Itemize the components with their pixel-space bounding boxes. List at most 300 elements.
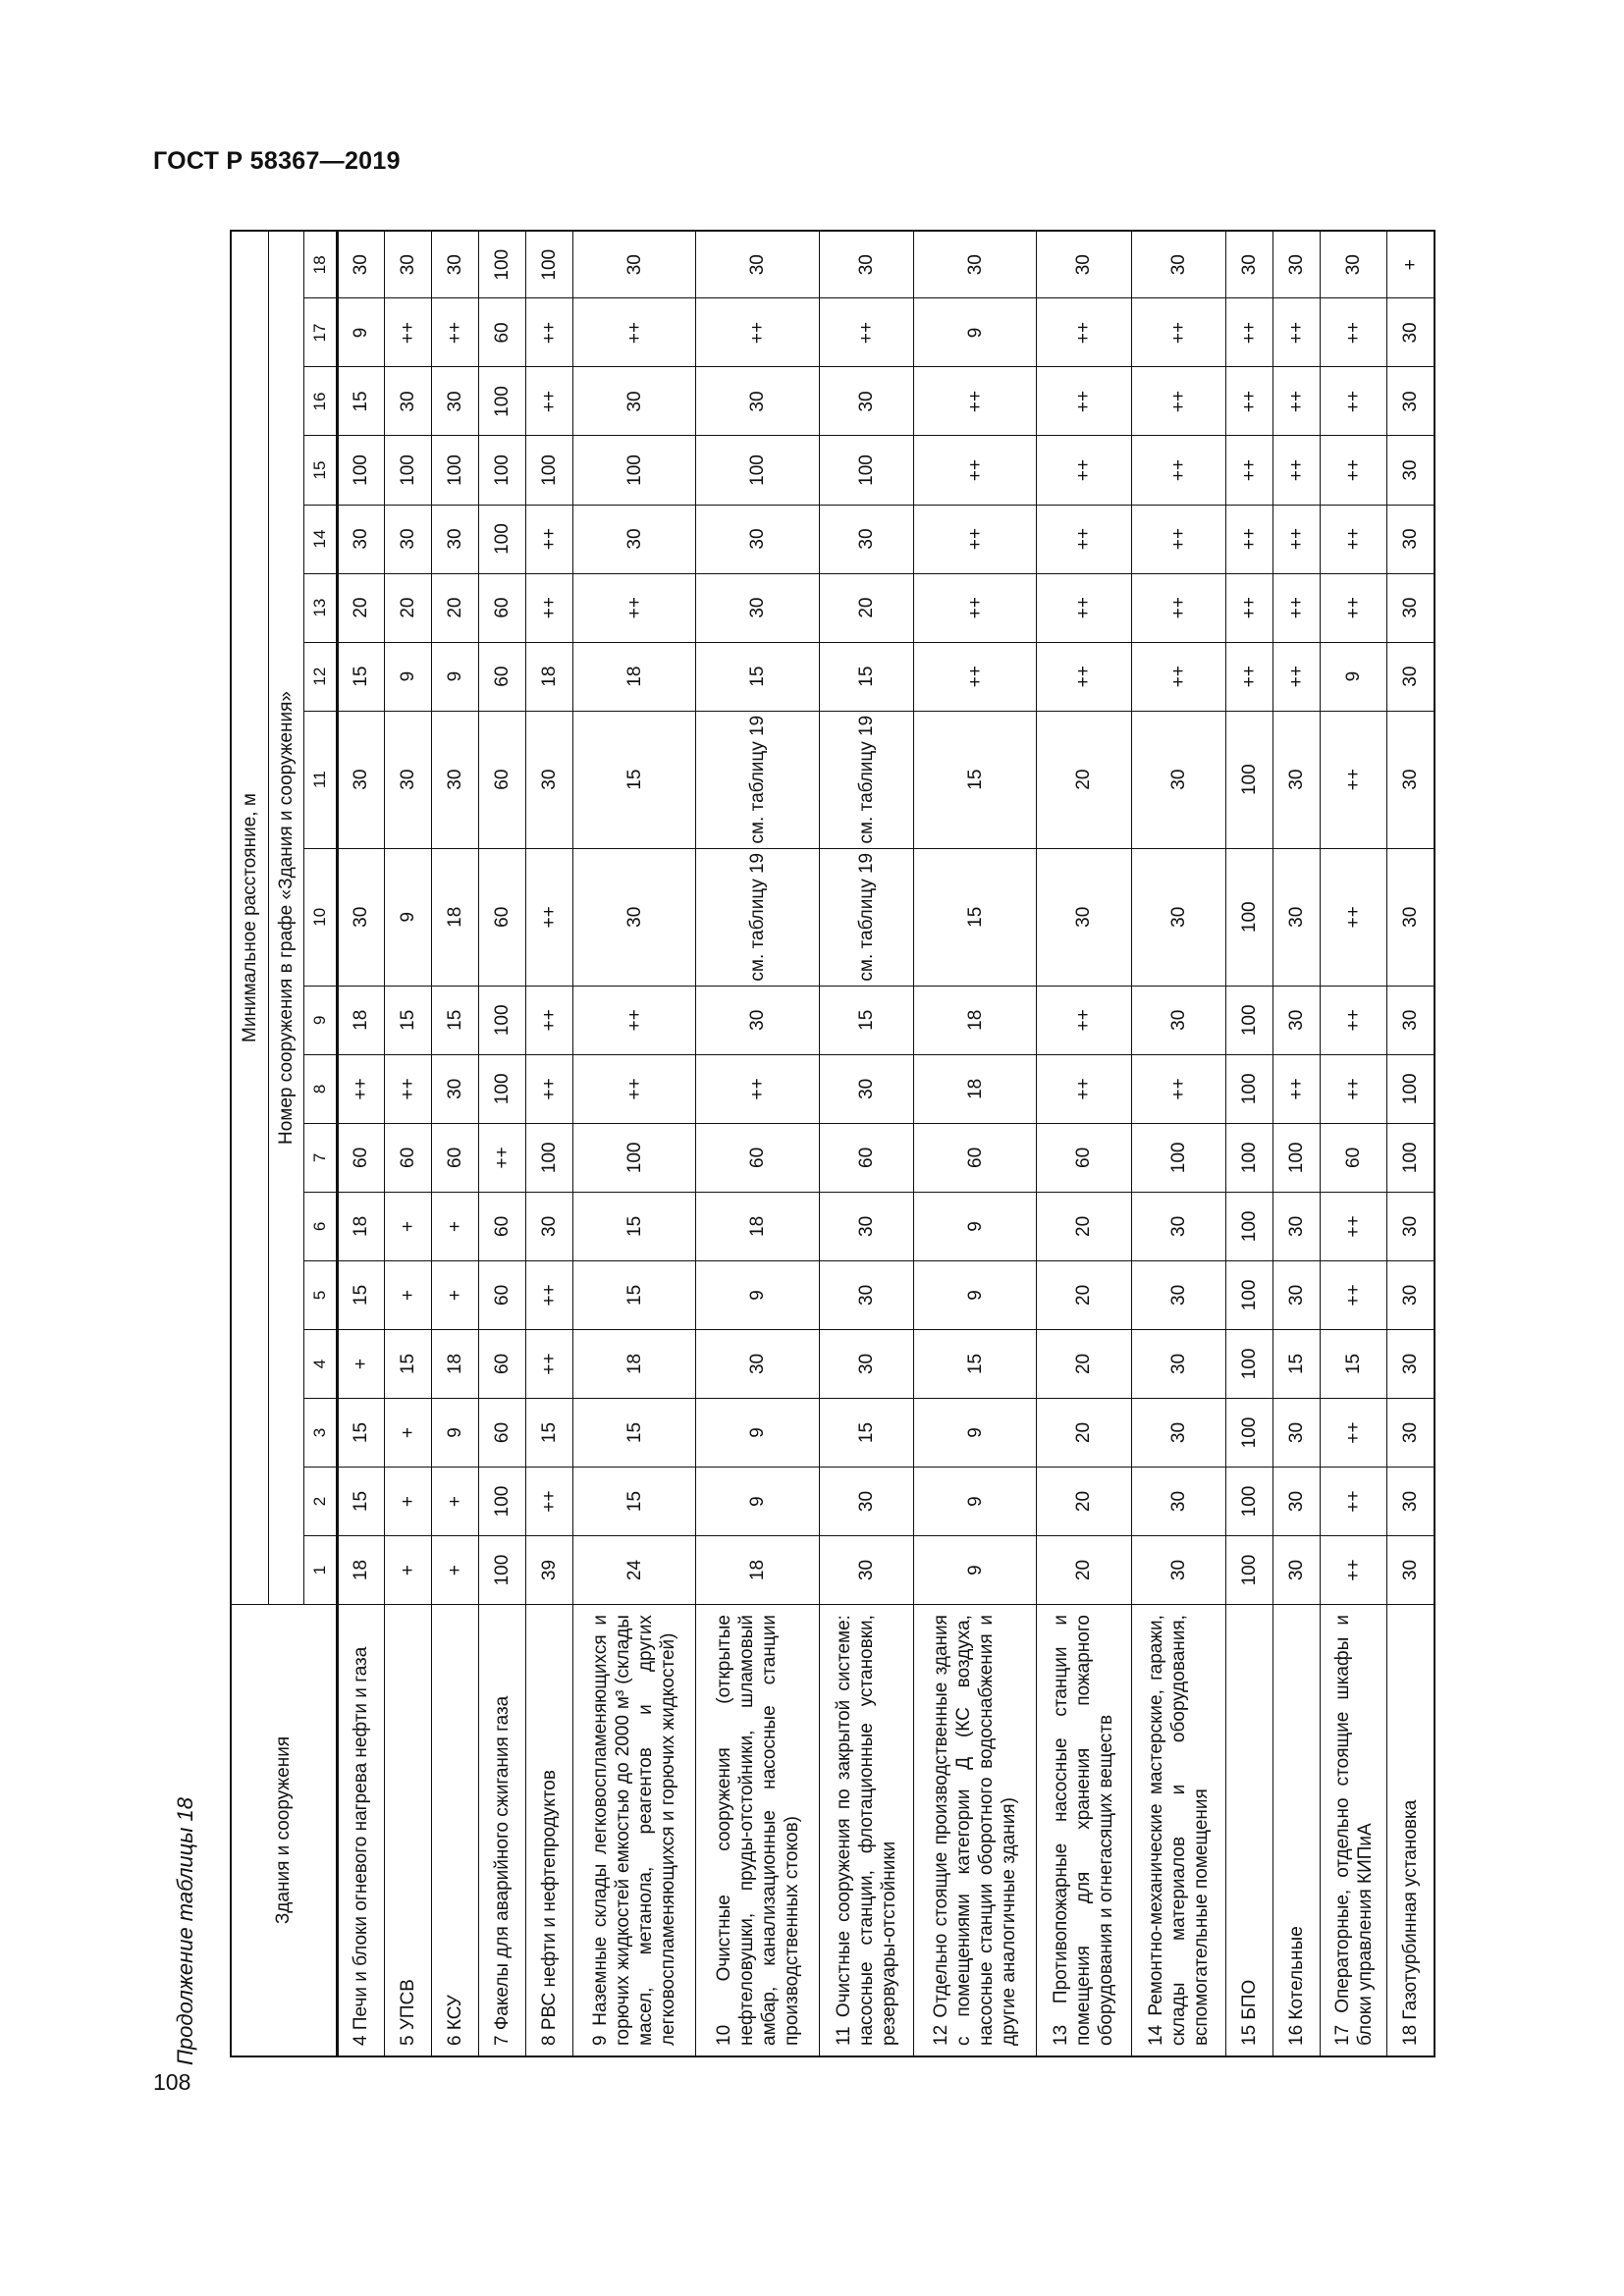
page-number: 108 xyxy=(153,2069,191,2095)
row-name: 13 Противопожарные насосные станции и помещения для хранения пожарного оборудования и огнегасящих веществ xyxy=(1037,1605,1131,2056)
distance-cell: 30 xyxy=(337,505,384,573)
distance-cell: 9 xyxy=(696,1398,819,1467)
column-number: 8 xyxy=(303,1054,337,1123)
table-row xyxy=(384,231,431,2056)
distance-cell: 30 xyxy=(1387,642,1435,711)
distance-cell: 30 xyxy=(1272,231,1320,298)
table-row xyxy=(696,231,819,2056)
distance-cell: ++ xyxy=(525,986,572,1054)
distance-cell: ++ xyxy=(431,298,478,367)
table-row xyxy=(1320,231,1386,2056)
distance-cell: 60 xyxy=(431,1123,478,1192)
distance-cell: 15 xyxy=(337,1398,384,1467)
distance-cell: ++ xyxy=(1320,1260,1386,1329)
distance-cell: ++ xyxy=(1037,505,1131,573)
distance-cell: 18 xyxy=(337,986,384,1054)
distance-cell: 30 xyxy=(525,711,572,848)
distance-cell: ++ xyxy=(1037,642,1131,711)
distance-cell: + xyxy=(384,1260,431,1329)
distance-cell: ++ xyxy=(1225,642,1272,711)
distance-cell: 30 xyxy=(819,1468,913,1536)
distance-cell: 30 xyxy=(1387,505,1435,573)
distance-cell: 30 xyxy=(1387,986,1435,1054)
distance-cell: 20 xyxy=(431,573,478,642)
table-row xyxy=(431,231,478,2056)
distance-cell: 60 xyxy=(478,711,525,848)
distance-cell: + xyxy=(337,1329,384,1398)
distance-cell: 15 xyxy=(337,642,384,711)
distance-cell: 30 xyxy=(1272,986,1320,1054)
distance-cell: 18 xyxy=(573,642,696,711)
distance-cell: 60 xyxy=(913,1123,1036,1192)
distance-cell: 30 xyxy=(1131,1398,1225,1467)
distance-cell: 100 xyxy=(478,505,525,573)
row-name: 17 Операторные, отдельно стоящие шкафы и блоки управления КИПиА xyxy=(1320,1605,1386,2056)
distance-cell: ++ xyxy=(478,1123,525,1192)
distance-cell: 18 xyxy=(913,1054,1036,1123)
distance-cell: 18 xyxy=(696,1536,819,1605)
distance-cell: ++ xyxy=(1320,1536,1386,1605)
distance-cell: + xyxy=(384,1468,431,1536)
distance-cell: ++ xyxy=(337,1054,384,1123)
distance-cell: 100 xyxy=(337,436,384,505)
distance-cell: ++ xyxy=(1037,986,1131,1054)
distance-cell: ++ xyxy=(1320,367,1386,436)
distance-cell: 15 xyxy=(384,986,431,1054)
distance-cell: ++ xyxy=(913,436,1036,505)
distance-cell: 15 xyxy=(819,642,913,711)
distance-cell: ++ xyxy=(1272,436,1320,505)
distance-cell: 30 xyxy=(819,1054,913,1123)
table-body xyxy=(337,231,1435,2056)
distance-cell: 100 xyxy=(1225,1398,1272,1467)
distance-cell: 100 xyxy=(1225,711,1272,848)
distance-cell: 100 xyxy=(1225,848,1272,986)
distance-cell: 60 xyxy=(1037,1123,1131,1192)
distance-cell: 30 xyxy=(573,848,696,986)
distance-cell: 30 xyxy=(1387,1398,1435,1467)
distance-cell: ++ xyxy=(1225,505,1272,573)
distance-cell: 100 xyxy=(478,367,525,436)
distance-cell: 30 xyxy=(1037,231,1131,298)
distance-cell: + xyxy=(431,1260,478,1329)
distance-cell: ++ xyxy=(1131,1054,1225,1123)
distance-cell: ++ xyxy=(384,298,431,367)
distance-cell: 100 xyxy=(1225,1192,1272,1260)
distance-cell: 20 xyxy=(1037,1468,1131,1536)
distance-cell: 30 xyxy=(696,367,819,436)
distance-cell: 9 xyxy=(913,1468,1036,1536)
distance-cell: 30 xyxy=(337,231,384,298)
distance-cell: 9 xyxy=(337,298,384,367)
distance-cell: 60 xyxy=(478,298,525,367)
distance-cell: + xyxy=(384,1536,431,1605)
distance-cell: 30 xyxy=(1387,1192,1435,1260)
table-row xyxy=(1037,231,1131,2056)
distance-cell: + xyxy=(384,1398,431,1467)
distance-cell: 100 xyxy=(525,231,572,298)
distance-cell: 15 xyxy=(819,986,913,1054)
distance-cell: 18 xyxy=(573,1329,696,1398)
distance-cell: 100 xyxy=(1225,1536,1272,1605)
distance-cell: 30 xyxy=(384,711,431,848)
distance-cell: 30 xyxy=(1225,231,1272,298)
distance-cell: 15 xyxy=(337,1260,384,1329)
distance-cell: ++ xyxy=(525,505,572,573)
distance-cell: ++ xyxy=(525,573,572,642)
distance-cell: 9 xyxy=(431,1398,478,1467)
distance-cell: 20 xyxy=(1037,1329,1131,1398)
distance-cell: 30 xyxy=(1131,231,1225,298)
distance-cell: 30 xyxy=(337,711,384,848)
distance-cell: 15 xyxy=(573,711,696,848)
distance-cell: 9 xyxy=(431,642,478,711)
distance-cell: + xyxy=(384,1192,431,1260)
table-row xyxy=(478,231,525,2056)
distance-cell: 18 xyxy=(913,986,1036,1054)
distance-cell: ++ xyxy=(525,298,572,367)
table-row xyxy=(573,231,696,2056)
distance-cell: ++ xyxy=(525,1054,572,1123)
distance-cell: 60 xyxy=(478,1192,525,1260)
distance-cell: 30 xyxy=(1272,711,1320,848)
column-number: 11 xyxy=(303,711,337,848)
distance-cell: 30 xyxy=(819,1329,913,1398)
distance-cell: 30 xyxy=(1272,1260,1320,1329)
distance-cell: 30 xyxy=(1387,711,1435,848)
distance-cell: 15 xyxy=(573,1468,696,1536)
distance-cell: 18 xyxy=(696,1192,819,1260)
distance-cell: 30 xyxy=(1272,1536,1320,1605)
distance-cell: 30 xyxy=(1131,1260,1225,1329)
table-row xyxy=(819,231,913,2056)
distance-cell: 60 xyxy=(478,848,525,986)
distance-cell: 30 xyxy=(819,231,913,298)
distance-cell: ++ xyxy=(696,298,819,367)
distance-cell: 100 xyxy=(384,436,431,505)
distance-cell: ++ xyxy=(1131,505,1225,573)
distance-cell: ++ xyxy=(525,367,572,436)
distance-cell: 30 xyxy=(1272,848,1320,986)
column-number: 14 xyxy=(303,505,337,573)
distance-cell: 60 xyxy=(478,1260,525,1329)
distance-cell: ++ xyxy=(1320,505,1386,573)
row-name: 7 Факелы для аварийного сжигания газа xyxy=(478,1605,525,2056)
distance-cell: 20 xyxy=(1037,711,1131,848)
distance-cell: 100 xyxy=(478,231,525,298)
distance-cell: 30 xyxy=(819,505,913,573)
distance-cell: 30 xyxy=(573,505,696,573)
distance-cell: 30 xyxy=(1387,848,1435,986)
distance-cell: 30 xyxy=(431,1054,478,1123)
distance-cell: 30 xyxy=(431,505,478,573)
distance-cell: 15 xyxy=(384,1329,431,1398)
distance-cell: 60 xyxy=(819,1123,913,1192)
distance-cell: 9 xyxy=(696,1468,819,1536)
distance-cell: ++ xyxy=(1320,1054,1386,1123)
distance-cell: 30 xyxy=(913,231,1036,298)
row-name: 11 Очистные сооружения по закрытой системе: насосные станции, флотационные установки, резервуары-отстойники xyxy=(819,1605,913,2056)
distance-cell: ++ xyxy=(1272,1054,1320,1123)
distance-cell: ++ xyxy=(1225,436,1272,505)
distance-cell: 100 xyxy=(1387,1054,1435,1123)
distance-cell: 20 xyxy=(1037,1260,1131,1329)
distance-cell: ++ xyxy=(913,573,1036,642)
distance-cell: 30 xyxy=(1131,986,1225,1054)
column-number: 18 xyxy=(303,231,337,298)
distance-cell: 30 xyxy=(1387,1329,1435,1398)
distance-cell: ++ xyxy=(1272,505,1320,573)
group-header: Минимальное расстояние, м xyxy=(231,231,268,1605)
distance-cell: 100 xyxy=(478,436,525,505)
column-number: 13 xyxy=(303,573,337,642)
distance-cell: 30 xyxy=(1131,1192,1225,1260)
distance-cell: 15 xyxy=(696,642,819,711)
distance-cell: 30 xyxy=(384,505,431,573)
distance-cell: 30 xyxy=(696,231,819,298)
distance-cell: 30 xyxy=(1272,1398,1320,1467)
row-name: 18 Газотурбинная установка xyxy=(1387,1605,1435,2056)
distance-cell: 30 xyxy=(1037,848,1131,986)
distance-cell: 15 xyxy=(573,1260,696,1329)
column-number: 2 xyxy=(303,1468,337,1536)
distance-cell: 30 xyxy=(696,505,819,573)
column-number: 12 xyxy=(303,642,337,711)
distance-cell: 100 xyxy=(1225,1329,1272,1398)
distance-cell: ++ xyxy=(819,298,913,367)
distance-cell: 30 xyxy=(431,367,478,436)
column-number: 6 xyxy=(303,1192,337,1260)
distance-cell: 60 xyxy=(696,1123,819,1192)
distance-cell: 15 xyxy=(337,367,384,436)
distance-cell: ++ xyxy=(1131,367,1225,436)
first-column-header: Здания и сооружения xyxy=(231,1605,337,2056)
distance-cell: 100 xyxy=(1225,986,1272,1054)
distance-cell: 30 xyxy=(1131,1468,1225,1536)
distance-cell: 30 xyxy=(1387,573,1435,642)
distance-cell: 100 xyxy=(1225,1468,1272,1536)
row-name: 5 УПСВ xyxy=(384,1605,431,2056)
rotated-table-container xyxy=(230,230,1435,2057)
table-row xyxy=(1387,231,1435,2056)
distance-cell: 100 xyxy=(1225,1054,1272,1123)
distance-cell: 30 xyxy=(1387,367,1435,436)
distance-cell: ++ xyxy=(1320,1192,1386,1260)
distance-cell: 30 xyxy=(1387,1536,1435,1605)
distance-cell: 30 xyxy=(819,367,913,436)
distance-cell: 18 xyxy=(337,1192,384,1260)
distance-cell: 30 xyxy=(1387,1260,1435,1329)
table-row xyxy=(1272,231,1320,2056)
distance-cell: ++ xyxy=(1131,573,1225,642)
distance-cell: 9 xyxy=(384,848,431,986)
distance-cell: 15 xyxy=(573,1398,696,1467)
distance-cell: 60 xyxy=(478,1398,525,1467)
distance-cell: 60 xyxy=(478,1329,525,1398)
distance-cell: 30 xyxy=(573,231,696,298)
distance-cell: 15 xyxy=(573,1192,696,1260)
distance-cell: 100 xyxy=(478,986,525,1054)
distance-cell: 15 xyxy=(1320,1329,1386,1398)
distance-cell: 18 xyxy=(525,642,572,711)
column-number: 16 xyxy=(303,367,337,436)
distance-cell: 30 xyxy=(384,231,431,298)
distance-cell: 9 xyxy=(384,642,431,711)
distance-cell: ++ xyxy=(573,986,696,1054)
distance-cell: 100 xyxy=(696,436,819,505)
distance-cell: ++ xyxy=(1272,298,1320,367)
distance-cell: 20 xyxy=(384,573,431,642)
column-number: 3 xyxy=(303,1398,337,1467)
distance-cell: 18 xyxy=(431,848,478,986)
distance-cell: ++ xyxy=(1272,573,1320,642)
distance-cell: ++ xyxy=(1037,573,1131,642)
row-name: 14 Ремонтно-механические мастерские, гаражи, склады материалов и оборудования, вспомогательные помещения xyxy=(1131,1605,1225,2056)
distance-cell: ++ xyxy=(1225,367,1272,436)
distance-cell: ++ xyxy=(1320,298,1386,367)
distance-cell: 20 xyxy=(337,573,384,642)
distance-cell: 15 xyxy=(1272,1329,1320,1398)
distance-cell: 100 xyxy=(1387,1123,1435,1192)
distance-cell: 30 xyxy=(1387,1468,1435,1536)
table-caption: Продолжение таблицы 18 xyxy=(173,1797,197,2065)
distance-cell: + xyxy=(431,1468,478,1536)
distance-cell: ++ xyxy=(525,1260,572,1329)
distance-cell: 100 xyxy=(1131,1123,1225,1192)
row-name: 15 БПО xyxy=(1225,1605,1272,2056)
distance-cell: 30 xyxy=(696,986,819,1054)
column-number: 1 xyxy=(303,1536,337,1605)
row-name: 10 Очистные сооружения (открытые нефтеловушки, пруды-отстойники, шламовый амбар, канализационные насосные станции производственных стоков) xyxy=(696,1605,819,2056)
distance-cell: 30 xyxy=(431,231,478,298)
distance-cell: 24 xyxy=(573,1536,696,1605)
column-number: 9 xyxy=(303,986,337,1054)
distance-cell: 60 xyxy=(1320,1123,1386,1192)
distance-cell: 30 xyxy=(384,367,431,436)
distance-cell: см. таблицу 19 xyxy=(696,848,819,986)
column-number: 15 xyxy=(303,436,337,505)
row-name: 9 Наземные склады легковоспламеняющихся и горючих жидкостей емкостью до 2000 м³ (склады масел, метанола, реагентов и других легковоспламеняющихся и горючих жидкостей) xyxy=(573,1605,696,2056)
distance-cell: ++ xyxy=(525,1468,572,1536)
distance-cell: ++ xyxy=(1037,367,1131,436)
distance-cell: ++ xyxy=(1225,298,1272,367)
sub-header: Номер сооружения в графе «Здания и сооружения» xyxy=(268,231,303,1605)
distance-cell: 100 xyxy=(1225,1123,1272,1192)
distance-cell: 100 xyxy=(1272,1123,1320,1192)
distance-cell: 30 xyxy=(1131,1329,1225,1398)
distance-cell: ++ xyxy=(1320,1468,1386,1536)
distance-cell: ++ xyxy=(913,642,1036,711)
distance-cell: 100 xyxy=(573,1123,696,1192)
distance-cell: 100 xyxy=(525,436,572,505)
distance-cell: 15 xyxy=(819,1398,913,1467)
distance-cell: ++ xyxy=(1320,573,1386,642)
distance-cell: 15 xyxy=(337,1468,384,1536)
row-name: 8 РВС нефти и нефтепродуктов xyxy=(525,1605,572,2056)
distance-cell: ++ xyxy=(384,1054,431,1123)
distance-cell: + xyxy=(431,1536,478,1605)
distance-cell: + xyxy=(431,1192,478,1260)
distance-cell: 20 xyxy=(1037,1536,1131,1605)
distance-cell: 9 xyxy=(913,1536,1036,1605)
distance-cell: ++ xyxy=(1272,642,1320,711)
distance-cell: см. таблицу 19 xyxy=(696,711,819,848)
distance-cell: 9 xyxy=(913,298,1036,367)
distance-cell: 20 xyxy=(1037,1192,1131,1260)
distance-cell: 18 xyxy=(431,1329,478,1398)
distance-cell: 30 xyxy=(696,1329,819,1398)
distance-cell: 15 xyxy=(913,848,1036,986)
distance-cell: ++ xyxy=(1320,848,1386,986)
distance-cell: ++ xyxy=(1320,711,1386,848)
distance-cell: 9 xyxy=(913,1398,1036,1467)
table-row xyxy=(1131,231,1225,2056)
distance-cell: 9 xyxy=(696,1260,819,1329)
table-row xyxy=(1225,231,1272,2056)
table-row xyxy=(525,231,572,2056)
distance-cell: 30 xyxy=(1272,1192,1320,1260)
distance-cell: 30 xyxy=(525,1192,572,1260)
distance-cell: ++ xyxy=(573,298,696,367)
distance-cell: 30 xyxy=(431,711,478,848)
distance-cell: 15 xyxy=(431,986,478,1054)
distance-cell: 30 xyxy=(337,848,384,986)
distance-cell: ++ xyxy=(913,505,1036,573)
distance-cell: 20 xyxy=(1037,1398,1131,1467)
row-name: 16 Котельные xyxy=(1272,1605,1320,2056)
distance-cell: 9 xyxy=(913,1260,1036,1329)
distance-cell: 100 xyxy=(1225,1260,1272,1329)
distance-cell: ++ xyxy=(573,1054,696,1123)
distance-cell: 30 xyxy=(1272,1468,1320,1536)
distance-cell: 30 xyxy=(573,367,696,436)
document-code: ГОСТ Р 58367—2019 xyxy=(153,147,401,175)
distance-cell: ++ xyxy=(1037,436,1131,505)
distance-cell: см. таблицу 19 xyxy=(819,848,913,986)
distance-cell: 18 xyxy=(337,1536,384,1605)
row-name: 4 Печи и блоки огневого нагрева нефти и газа xyxy=(337,1605,384,2056)
distance-cell: ++ xyxy=(1037,298,1131,367)
distance-cell: 15 xyxy=(525,1398,572,1467)
distance-cell: ++ xyxy=(1320,436,1386,505)
distance-cell: 30 xyxy=(1131,848,1225,986)
distance-cell: 100 xyxy=(525,1123,572,1192)
distance-cell: 30 xyxy=(696,573,819,642)
distance-cell: 60 xyxy=(478,642,525,711)
distance-cell: ++ xyxy=(1131,436,1225,505)
distance-cell: 15 xyxy=(913,1329,1036,1398)
distance-cell: 100 xyxy=(478,1536,525,1605)
column-number: 5 xyxy=(303,1260,337,1329)
distance-cell: 30 xyxy=(1131,711,1225,848)
column-number: 7 xyxy=(303,1123,337,1192)
distance-cell: 15 xyxy=(913,711,1036,848)
distance-cell: 30 xyxy=(819,1260,913,1329)
distance-cell: 30 xyxy=(819,1192,913,1260)
distance-cell: 60 xyxy=(384,1123,431,1192)
distance-cell: см. таблицу 19 xyxy=(819,711,913,848)
distance-cell: 30 xyxy=(1131,1536,1225,1605)
distance-cell: ++ xyxy=(525,848,572,986)
row-name: 6 КСУ xyxy=(431,1605,478,2056)
row-name: 12 Отдельно стоящие производственные здания с помещениями категории Д (КС воздуха, насосные станции оборотного водоснабжения и другие аналогичные здания) xyxy=(913,1605,1036,2056)
distance-table xyxy=(230,230,1435,2057)
distance-cell: ++ xyxy=(1131,642,1225,711)
distance-cell: 30 xyxy=(1387,298,1435,367)
distance-cell: 39 xyxy=(525,1536,572,1605)
distance-cell: ++ xyxy=(1272,367,1320,436)
distance-cell: ++ xyxy=(1131,298,1225,367)
